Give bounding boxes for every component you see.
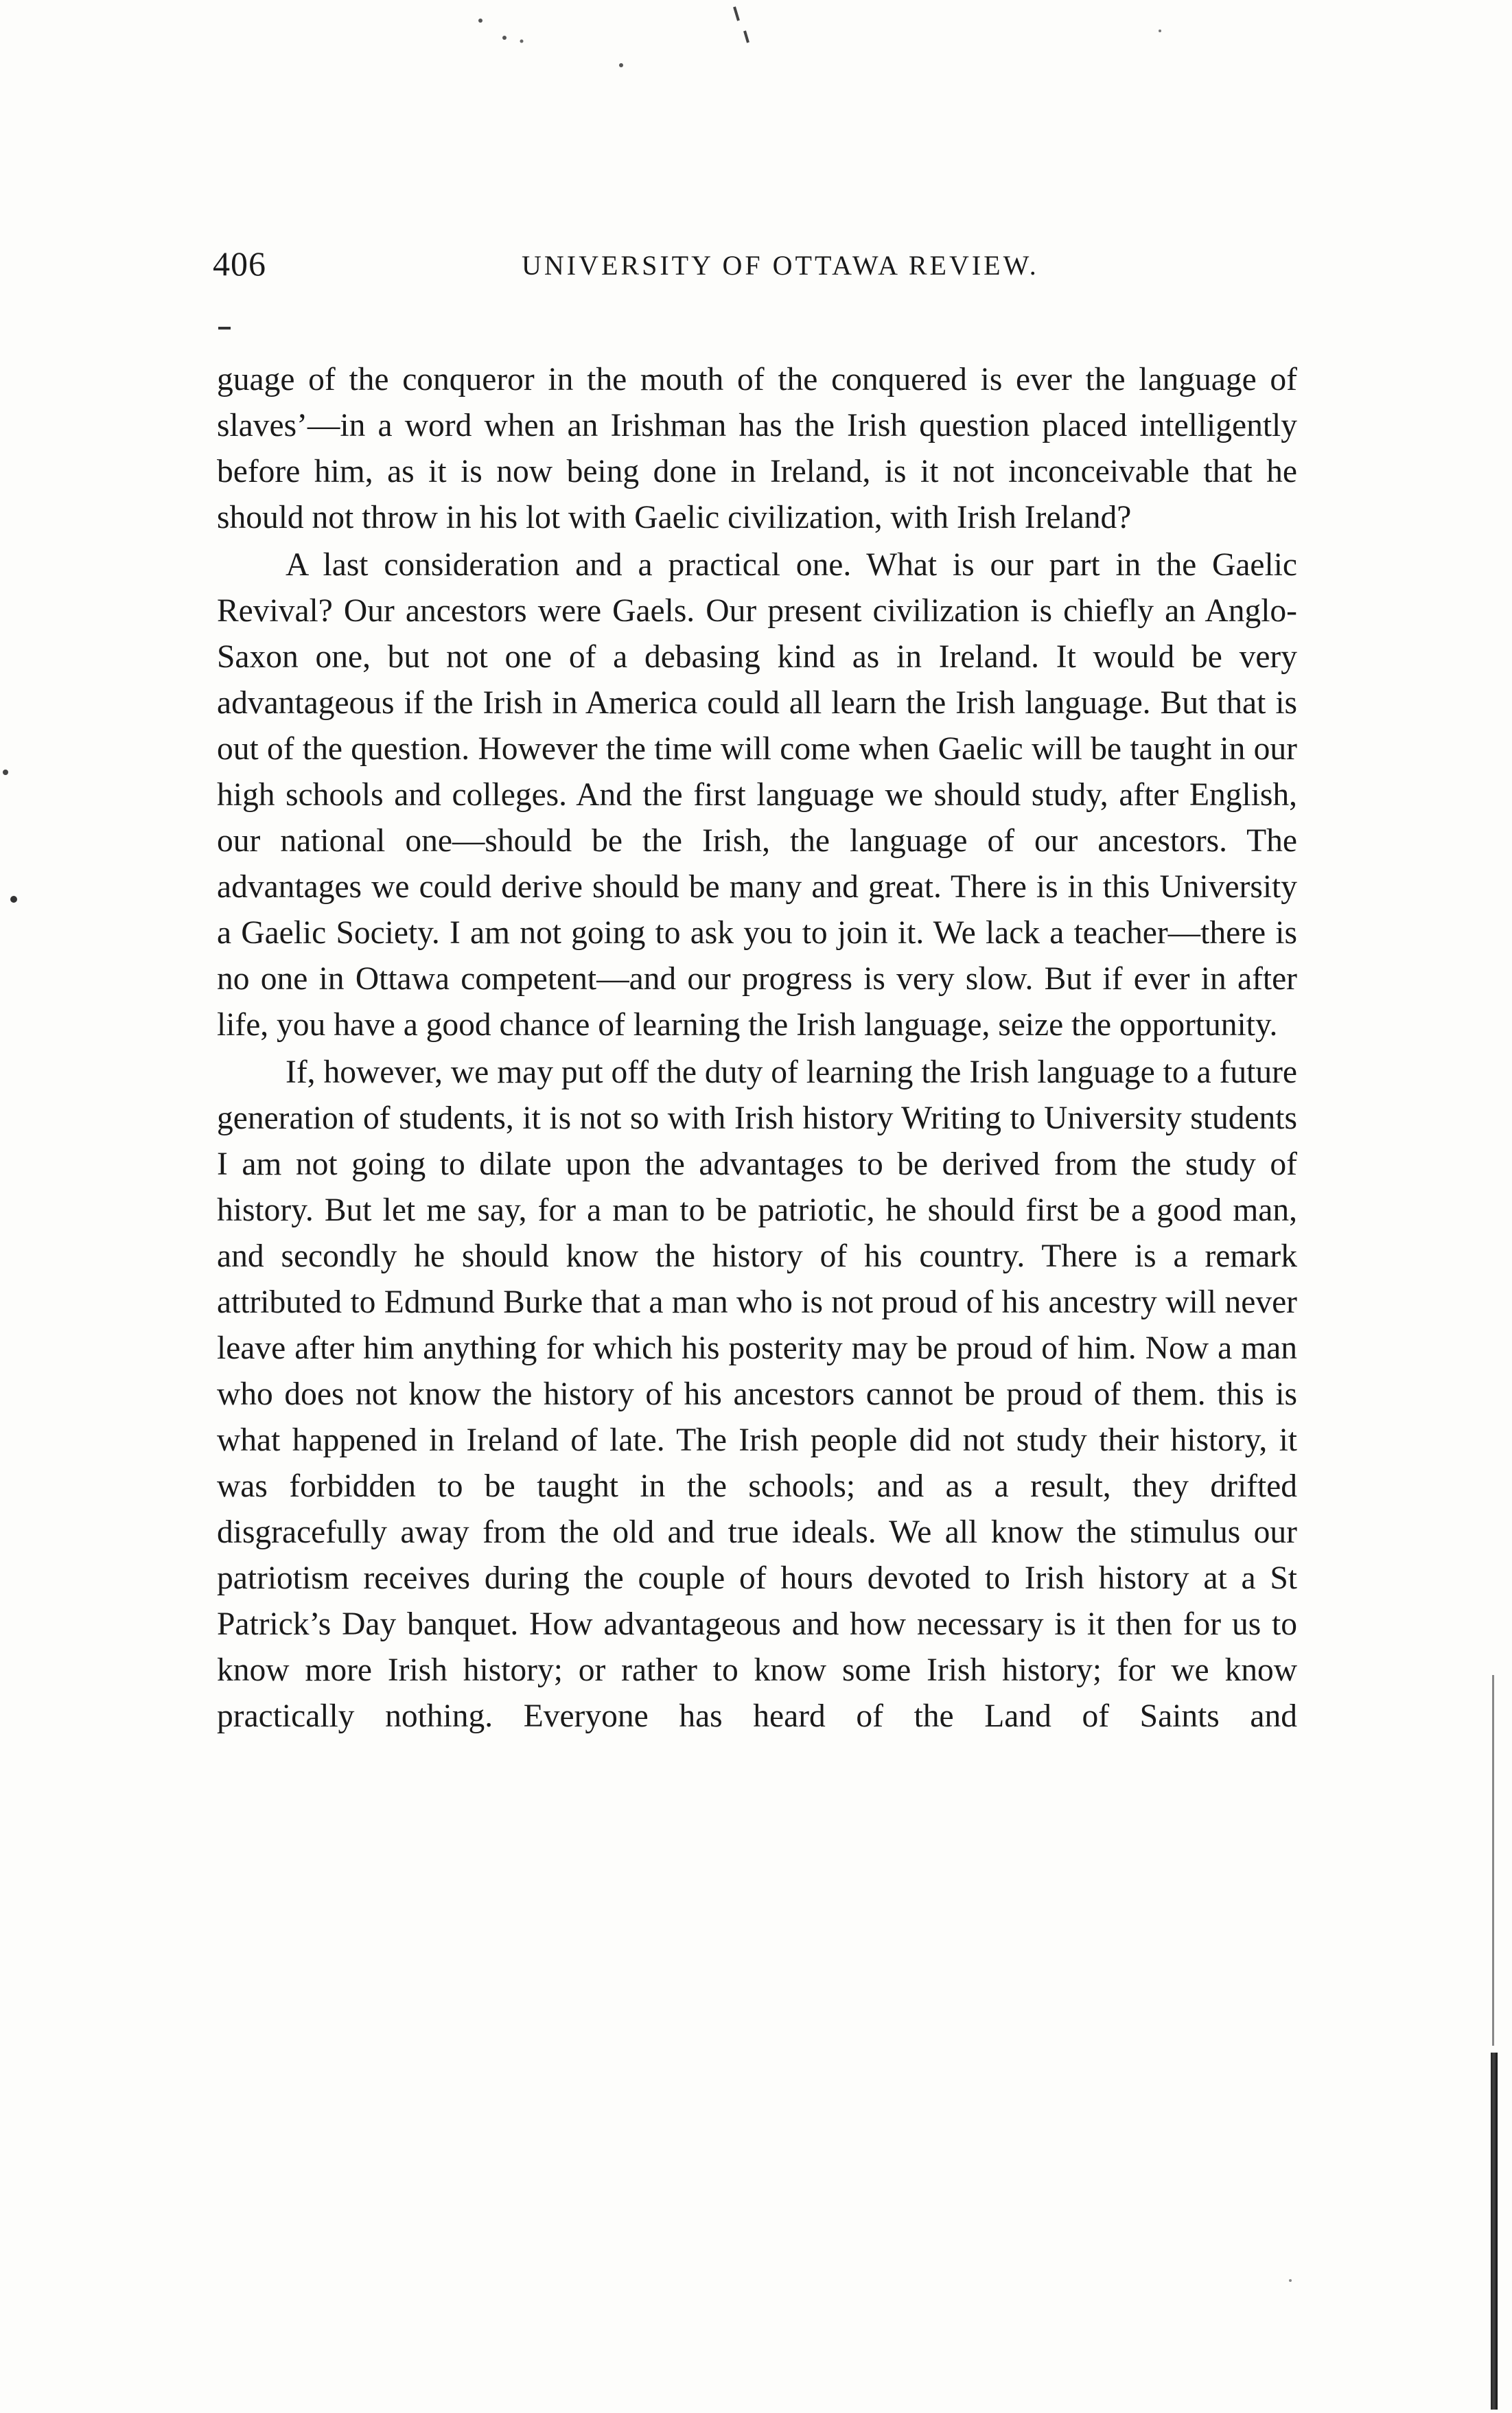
paragraph-gaelic-revival: A last consideration and a practical one. What is our part in the Gaelic Revival? Our ancestors were Gaels. Our present civilization is chiefly an Anglo-Saxon one, but not one of a debasing kind as in Ireland. It would be very advantageous if the Irish in America could all learn the Irish language. But that is out of the question. However the time will come when Gaelic will be taught in our high schools and colleges. And the first language we should study, after English, our national one—should be the Irish, the language of our ancestors. The advantages we could derive should be many and great. There is in this University a Gaelic Society. I am not going to ask you to join it. We lack a teacher—there is no one in Ottawa competent—and our progress is very slow. But if ever in after life, you have a good chance of learning the Irish language, seize the opportunity. bbox=[217, 547, 1297, 1043]
paragraph-irish-history: If, however, we may put off the duty of learning the Irish language to a future generation of students, it is not so with Irish history Writing to University students I am not going to dilate upon the advantages to be derived from the study of history. But let me say, for a man to be patriotic, he should first be a good man, and secondly he should know the history of his country. There is a remark attributed to Edmund Burke that a man who is not proud of his ancestry will never leave after him anything for which his posterity may be proud of him. Now a man who does not know the history of his ancestors cannot be proud of them. this is what happened in Ireland of late. The Irish people did not study their history, it was forbidden to be taught in the schools; and as a result, they drifted disgracefully away from the old and true ideals. We all know the stimulus our patriotism receives during the couple of hours devoted to Irish history at a St Patrick’s Day banquet. How advantageous and how necessary is it then for us to know more Irish history; or rather to know some Irish history; for we know practically nothing. Everyone has heard of the Land of Saints and bbox=[217, 1054, 1297, 1734]
paragraph-continuation: guage of the conqueror in the mouth of the conquered is ever the language of slaves’—in a word when an Irishman has the Irish question placed intelligently before him, as it is now being done in Ireland, is it not inconceivable that he should not throw in his lot with Gaelic civilization, with Irish Ireland? bbox=[217, 362, 1297, 535]
scan-edge-bar bbox=[1491, 2053, 1498, 2410]
body-text bbox=[217, 357, 1297, 1741]
running-head: UNIVERSITY OF OTTAWA REVIEW. bbox=[522, 250, 1039, 281]
page-number: 406 bbox=[213, 244, 266, 283]
scan-edge-line bbox=[1492, 1675, 1494, 2046]
page-header bbox=[213, 244, 1297, 292]
